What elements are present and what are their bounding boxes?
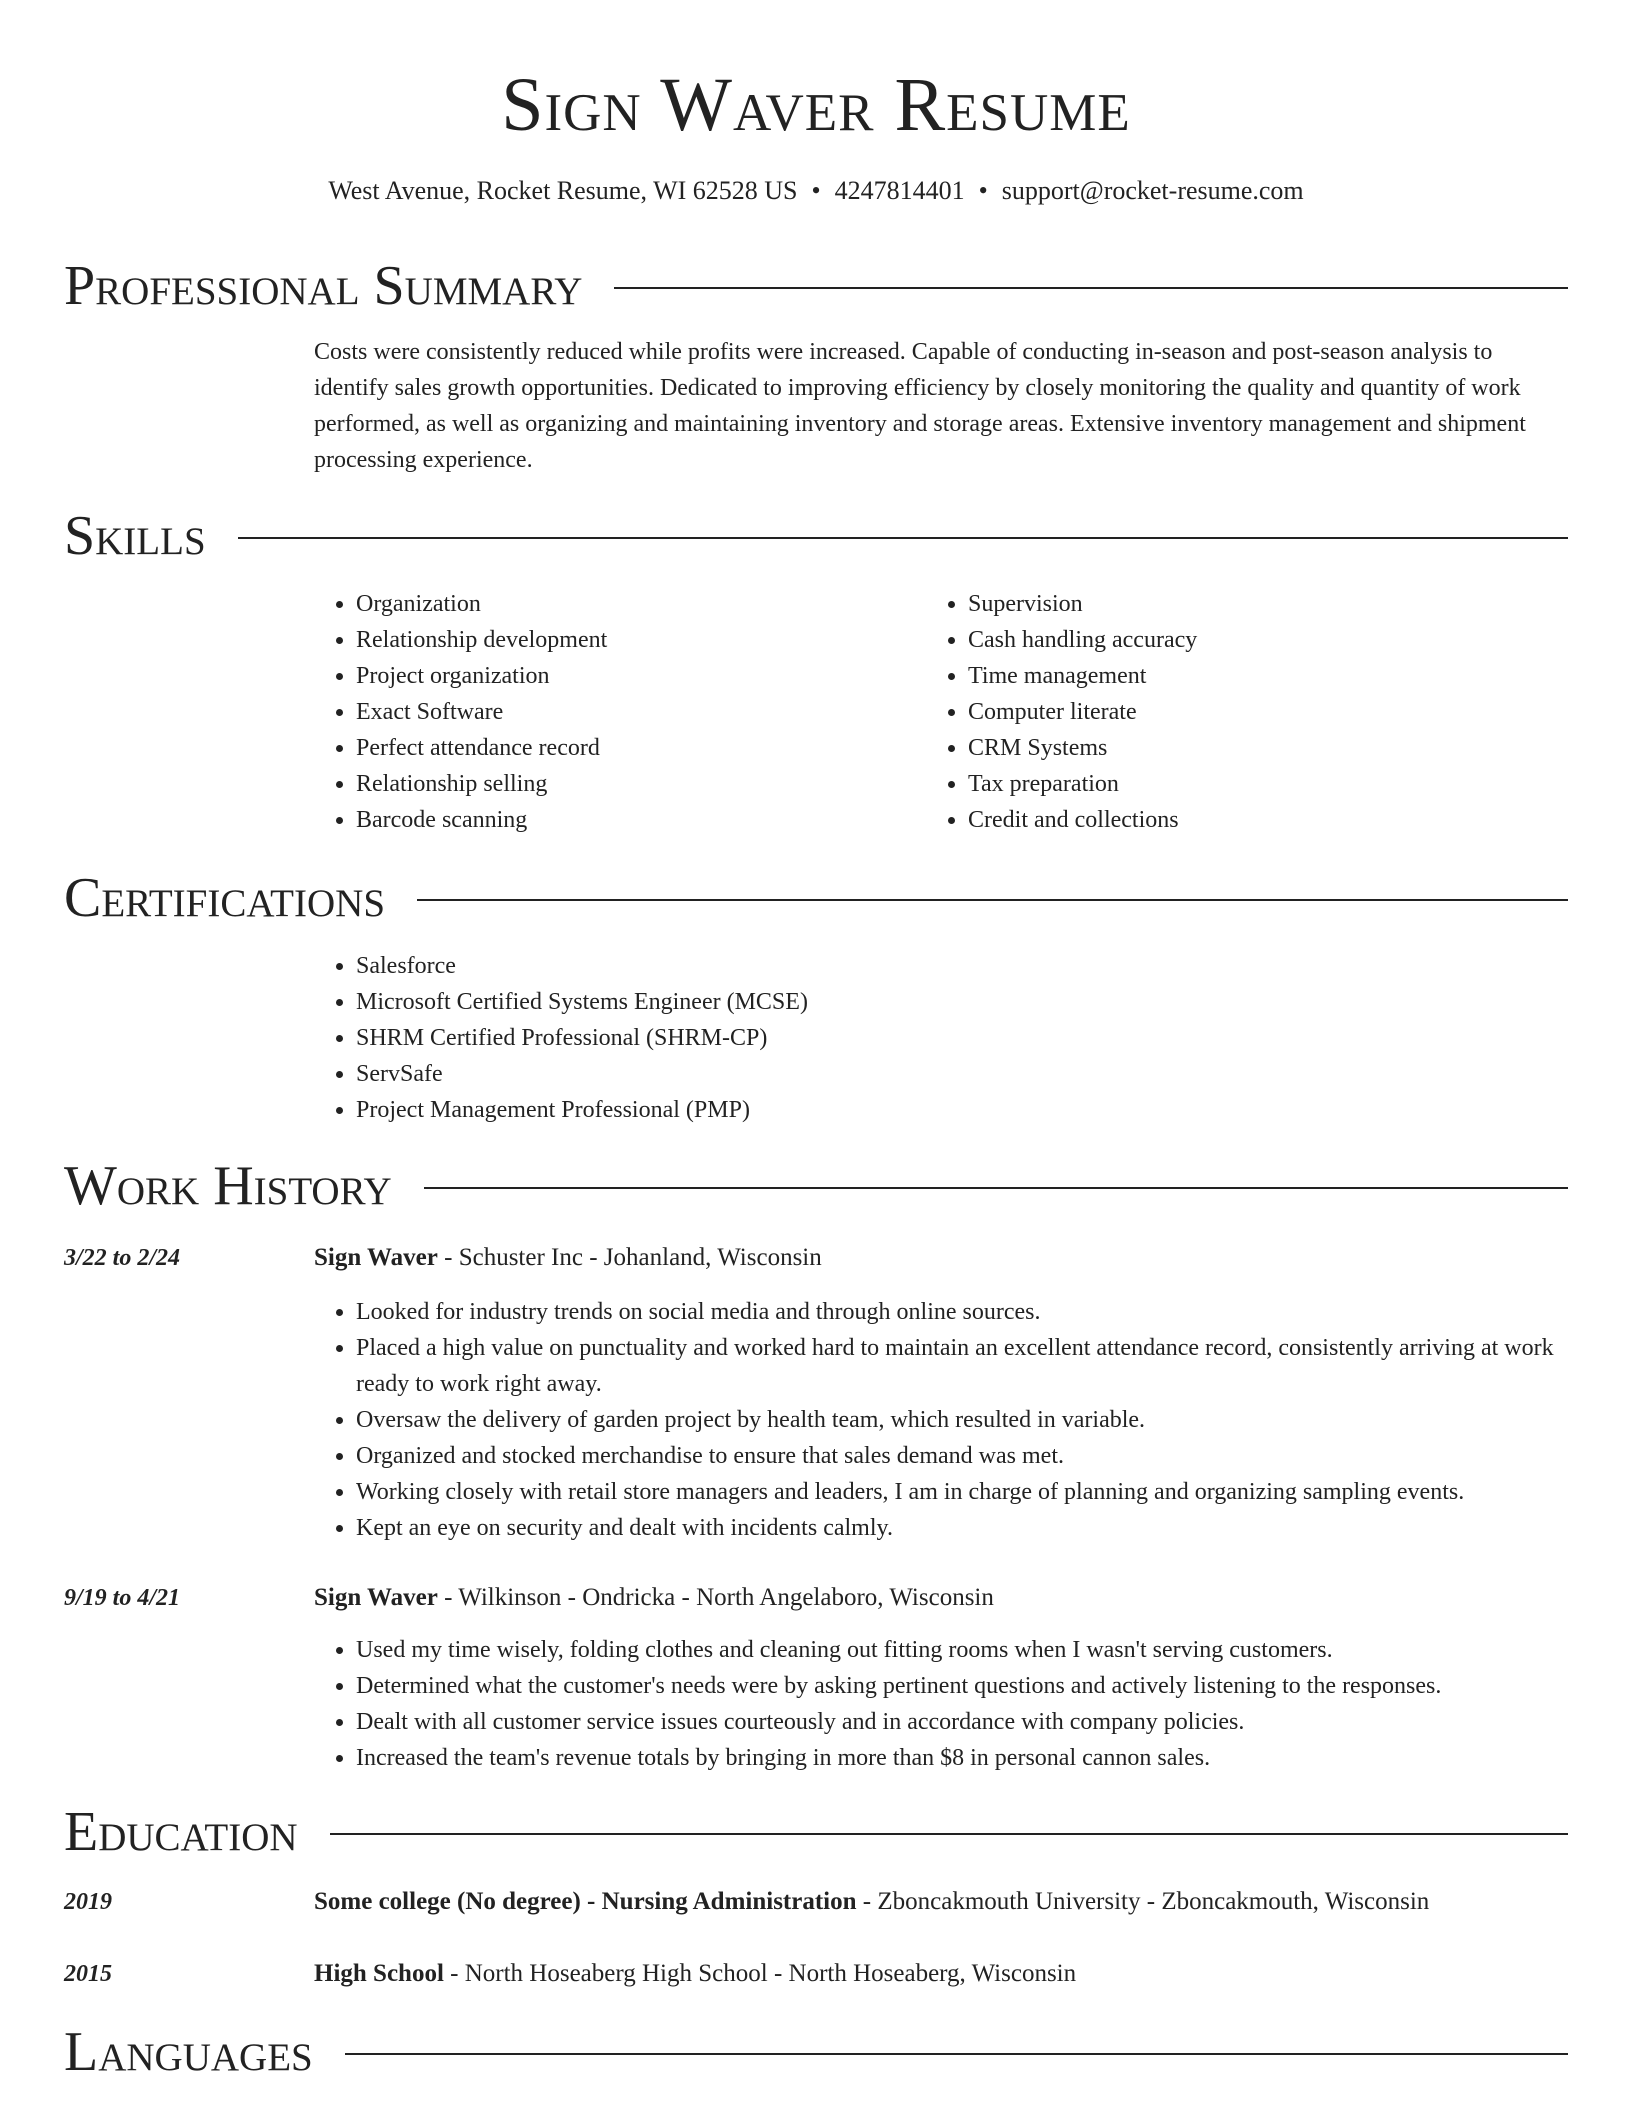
- education-degree: High School: [314, 1960, 444, 1987]
- education-school: - North Hoseaberg High School - North Hoseaberg, Wisconsin: [443, 1960, 1077, 1987]
- certification-item: • Salesforce: [356, 948, 1556, 984]
- languages-heading: Languages: [64, 2021, 313, 2083]
- work-heading: Work History: [64, 1155, 392, 1217]
- skill-item: • Time management: [968, 658, 1568, 694]
- skill-item: • Perfect attendance record: [356, 730, 916, 766]
- summary-section-heading: [64, 254, 1568, 318]
- skill-item: • Computer literate: [968, 694, 1568, 730]
- certifications-section-heading: [64, 866, 1568, 930]
- section-divider: [614, 287, 1568, 289]
- skill-item: • Relationship development: [356, 622, 916, 658]
- skills-list-right: [924, 586, 1568, 838]
- section-divider: [330, 1833, 1568, 1835]
- languages-section-heading: [64, 2020, 1568, 2084]
- job-bullet: • Oversaw the delivery of garden project by health team, which resulted in variable.: [356, 1402, 1612, 1438]
- summary-heading: Professional Summary: [64, 255, 583, 317]
- education-degree: Some college (No degree) - Nursing Administration: [314, 1888, 857, 1915]
- job-bullet: • Working closely with retail store managers and leaders, I am in charge of planning and organizing sampling events.: [356, 1474, 1612, 1510]
- skills-heading: Skills: [64, 505, 206, 567]
- contact-email[interactable]: support@rocket-resume.com: [1001, 176, 1304, 205]
- skill-item: • Supervision: [968, 586, 1568, 622]
- skill-item: • Credit and collections: [968, 802, 1568, 838]
- job-dates: 9/19 to 4/21: [64, 1585, 181, 1611]
- skill-item: • Project organization: [356, 658, 916, 694]
- education-school: - Zboncakmouth University - Zboncakmouth, Wisconsin: [856, 1888, 1430, 1915]
- education-line: [314, 1956, 1568, 1992]
- job-dates: 3/22 to 2/24: [64, 1245, 181, 1271]
- education-section-heading: [64, 1800, 1568, 1864]
- skill-item: • Tax preparation: [968, 766, 1568, 802]
- job-title-line: [314, 1580, 1568, 1616]
- skill-item: • Barcode scanning: [356, 802, 916, 838]
- skill-item: • CRM Systems: [968, 730, 1568, 766]
- contact-separator: •: [978, 176, 988, 205]
- section-divider: [417, 899, 1568, 901]
- job-employer: - Schuster Inc - Johanland, Wisconsin: [437, 1244, 822, 1271]
- contact-address: West Avenue, Rocket Resume, WI 62528 US: [328, 176, 798, 205]
- job-bullets: [312, 1294, 1612, 1546]
- job-bullet: • Used my time wisely, folding clothes and cleaning out fitting rooms when I wasn't serving customers.: [356, 1632, 1612, 1668]
- skill-item: • Cash handling accuracy: [968, 622, 1568, 658]
- skill-item: • Exact Software: [356, 694, 916, 730]
- certification-item: • ServSafe: [356, 1056, 1556, 1092]
- contact-line: [0, 174, 1632, 208]
- job-bullet: • Kept an eye on security and dealt with incidents calmly.: [356, 1510, 1612, 1546]
- skills-list-left: [312, 586, 916, 838]
- certification-item: • SHRM Certified Professional (SHRM-CP): [356, 1020, 1556, 1056]
- job-employer: - Wilkinson - Ondricka - North Angelaboro, Wisconsin: [437, 1584, 994, 1611]
- job-title: Sign Waver: [314, 1244, 438, 1271]
- section-divider: [238, 537, 1568, 539]
- job-title: Sign Waver: [314, 1584, 438, 1611]
- job-bullet: • Organized and stocked merchandise to ensure that sales demand was met.: [356, 1438, 1612, 1474]
- education-year: 2019: [64, 1889, 112, 1915]
- work-section-heading: [64, 1154, 1568, 1218]
- resume-name: Sign Waver Resume: [501, 63, 1131, 147]
- skill-item: • Relationship selling: [356, 766, 916, 802]
- contact-separator: •: [811, 176, 821, 205]
- education-line: [314, 1884, 1568, 1920]
- certification-item: • Project Management Professional (PMP): [356, 1092, 1556, 1128]
- job-bullet: • Dealt with all customer service issues courteously and in accordance with company policies.: [356, 1704, 1612, 1740]
- contact-phone[interactable]: 4247814401: [834, 176, 965, 205]
- job-bullet: • Placed a high value on punctuality and worked hard to maintain an excellent attendance record, consistently arriving at work ready to work right away.: [356, 1330, 1612, 1402]
- education-heading: Education: [64, 1801, 298, 1863]
- job-bullet: • Determined what the customer's needs were by asking pertinent questions and actively listening to the responses.: [356, 1668, 1612, 1704]
- certification-item: • Microsoft Certified Systems Engineer (MCSE): [356, 984, 1556, 1020]
- summary-text: Costs were consistently reduced while profits were increased. Capable of conducting in-season and post-season analysis to identify sales growth opportunities. Dedicated to improving efficiency by closely monitoring the quality and quantity of work performed, as well as organizing and maintaining inventory and storage areas. Extensive inventory management and shipment processing experience.: [314, 339, 1526, 473]
- skills-section-heading: [64, 504, 1568, 568]
- certifications-heading: Certifications: [64, 867, 386, 929]
- job-bullet: • Looked for industry trends on social media and through online sources.: [356, 1294, 1612, 1330]
- job-bullets: [312, 1632, 1612, 1776]
- job-title-line: [314, 1240, 1568, 1276]
- certifications-list: [312, 948, 1556, 1128]
- section-divider: [345, 2053, 1568, 2055]
- section-divider: [424, 1187, 1568, 1189]
- education-year: 2015: [64, 1961, 112, 1987]
- job-bullet: • Increased the team's revenue totals by bringing in more than $8 in personal cannon sales.: [356, 1740, 1612, 1776]
- skill-item: • Organization: [356, 586, 916, 622]
